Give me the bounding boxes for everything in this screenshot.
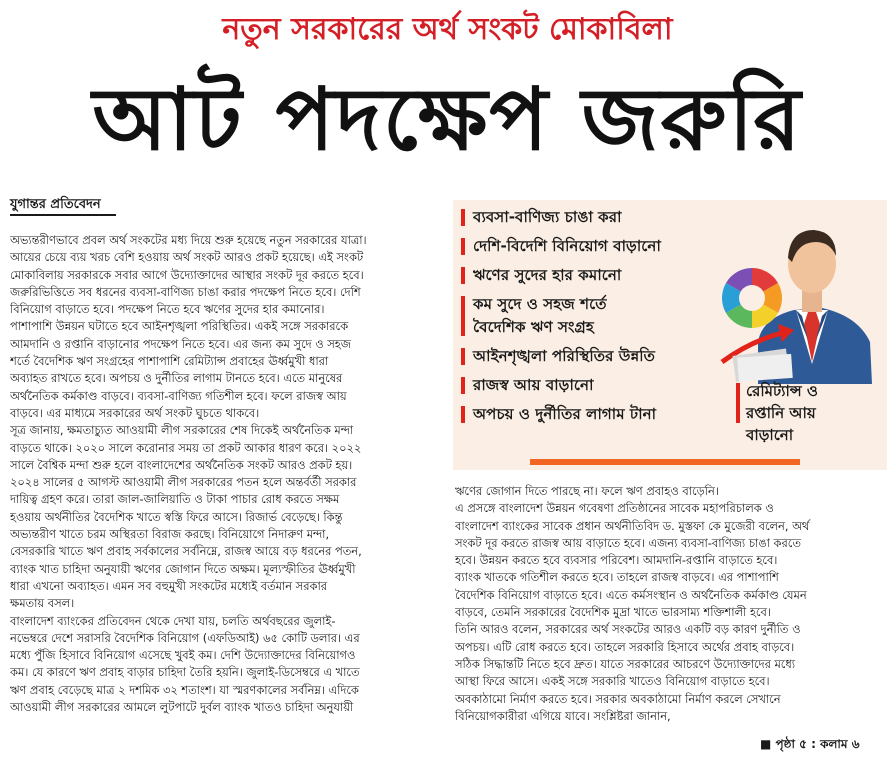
body-text-line: বেসরকারি খাতে ঋণ প্রবাহ সর্বকালের সর্বনিম্নে, রাজস্ব আয়ে বড় ধরনের পতন, bbox=[10, 544, 362, 559]
body-text-line: সঠিক সিদ্ধান্তটি নিতে হবে দ্রুত। যাতে সরকারের আচরণে উদ্যোক্তাদের মধ্যে bbox=[455, 656, 796, 671]
step-text: কম সুদে ও সহজ শর্তে bbox=[473, 295, 607, 313]
body-text-line: অব্যাহত রাখতে হবে। অপচয় ও দুর্নীতির লাগাম টানতে হবে। এতে মানুষের bbox=[10, 371, 343, 386]
main-headline: আট পদক্ষেপ জরুরি bbox=[92, 70, 803, 170]
body-text-line: এ প্রসঙ্গে বাংলাদেশ উন্নয়ন গবেষণা প্রতিষ্ঠানের সাবেক মহাপরিচালক ও bbox=[455, 501, 774, 516]
body-text-line: বাড়বে, তেমনি সরকারের বৈদেশিক মুদ্রা খাতে ভারসাম্য শক্তিশালী হবে। bbox=[455, 605, 771, 620]
body-text-line: ঋণের জোগান দিতে পারছে না। ফলে ঋণ প্রবাহও বাড়েনি। bbox=[455, 484, 719, 498]
continued-on-page: ■ পৃষ্ঠা ৫ : কলাম ৬ bbox=[760, 737, 860, 751]
kicker-headline: নতুন সরকারের অর্থ সংকট মোকাবিলা bbox=[222, 12, 673, 47]
body-text-line: ক্ষমতায় বসল। bbox=[10, 596, 75, 611]
step-text: রাজস্ব আয় বাড়ানো bbox=[473, 376, 594, 394]
step-text: ঋণের সুদের হার কমানো bbox=[473, 266, 622, 284]
body-text-line: তিনি আরও বলেন, সরকারের অর্থ সংকটের আরও একটি বড় কারণ দুর্নীতি ও bbox=[455, 622, 801, 637]
step-text: দেশি-বিদেশি বিনিয়োগ বাড়ানো bbox=[473, 237, 661, 255]
body-text-line: মধ্যে পুঁজি হিসাবে বিনিয়োগ এসেছে খুবই কম। দেশি উদ্যোক্তাদের বিনিয়োগও bbox=[10, 648, 356, 663]
body-text-line: অর্থনৈতিক কর্মকাণ্ড বাড়বে। ব্যবসা-বাণিজ্য গতিশীল হবে। ফলে রাজস্ব আয় bbox=[10, 388, 347, 403]
body-text-line: ঋণ প্রবাহ বেড়েছে মাত্র ২ দশমিক ৩২ শতাংশ। যা স্মরণকালের সর্বনিম্ন। এদিকে bbox=[10, 682, 359, 697]
body-text-line: কম। যে কারণে ঋণ প্রবাহ বাড়ার চাহিদা তৈরি হয়নি। জুলাই-ডিসেম্বরে এ খাতে bbox=[10, 665, 360, 680]
body-text-line: শর্তে বৈদেশিক ঋণ সংগ্রহের পাশাপাশি রেমিট্যান্স প্রবাহের ঊর্ধ্বমুখী ধারা bbox=[10, 354, 329, 369]
body-text-line: পাশাপাশি উন্নয়ন ঘটাতে হবে আইনশৃঙ্খলা পরিস্থিতির। একই সঙ্গে সরকারকে bbox=[10, 319, 349, 334]
body-text-line: সংকট দূর করতে রাজস্ব আয় বাড়াতে হবে। এজন্য ব্যবসা-বাণিজ্য চাঙা করতে bbox=[455, 535, 801, 550]
callout-text: রপ্তানি আয় bbox=[746, 404, 816, 422]
body-text-line: বৈদেশিক বিনিয়োগ বাড়াতে হবে। এতে কর্মসংস্থান ও অর্থনৈতিক কর্মকাণ্ড যেমন bbox=[455, 587, 807, 602]
callout-text: বাড়ানো bbox=[746, 426, 794, 444]
body-text-line: হওয়ায় অর্থনীতির বৈদেশিক খাতে স্বস্তি ফিরে আসে। রিজার্ভ বেড়েছে। কিন্তু bbox=[10, 509, 343, 524]
infobox-callout bbox=[736, 380, 886, 446]
step-item bbox=[461, 403, 756, 426]
byline-underline bbox=[10, 214, 116, 216]
body-text-line: বাংলাদেশ ব্যাংকের প্রতিবেদন থেকে দেখা যায়, চলতি অর্থবছরের জুলাই- bbox=[10, 613, 336, 628]
businessman-with-pie-chart-icon bbox=[712, 212, 882, 384]
body-text-line: আস্থা ফিরে আসে। একই সঙ্গে সরকারি খাতেও বিনিয়োগ বাড়াতে হবে। bbox=[455, 674, 770, 689]
body-text-line: আমদানি ও রপ্তানি বাড়ানোর পদক্ষেপ নিতে হবে। এর জন্য কম সুদে ও সহজ bbox=[10, 336, 351, 351]
body-text-line: আয়ের চেয়ে ব্যয় খরচ বেশি হওয়ায় অর্থ সংকট আরও প্রকট হয়েছে। এই সংকট bbox=[10, 250, 364, 265]
step-text: ব্যবসা-বাণিজ্য চাঙা করা bbox=[473, 208, 622, 226]
article-column-left bbox=[10, 232, 448, 716]
body-text-line: বিনিয়োগকারীরা এগিয়ে যাবে। সংশ্লিষ্টরা জানান, bbox=[455, 708, 671, 723]
body-text-line: অপচয়। এটি রোধ করতে হবে। তাহলে সরকারি হিসাবে অর্থের প্রবাহ বাড়বে। bbox=[455, 639, 795, 654]
body-text-line: অভ্যন্তরীণভাবে প্রবল অর্থ সংকটের মধ্য দিয়ে শুরু হয়েছে নতুন সরকারের যাত্রা। bbox=[10, 233, 367, 247]
body-text-line: সূত্র জানায়, ক্ষমতাচ্যুত আওয়ামী লীগ সরকারের শেষ দিকেই অর্থনৈতিক মন্দা bbox=[10, 423, 354, 438]
body-text-line: ২০২৪ সালের ৫ আগস্ট আওয়ামী লীগ সরকারের পতন হলে অন্তর্বর্তী সরকার bbox=[10, 475, 357, 490]
body-text-line: হবে। উন্নয়ন করতে হবে ব্যবসার পরিবেশ। আমদানি-রপ্তানি বাড়াতে হবে। bbox=[455, 553, 778, 568]
body-text-line: দায়িত্ব গ্রহণ করে। তারা জাল-জালিয়াতি ও টাকা পাচার রোধ করতে সক্ষম bbox=[10, 492, 340, 507]
body-text-line: বাংলাদেশ ব্যাংকের সাবেক প্রধান অর্থনীতিবিদ ড. মুস্তফা কে মুজেরী বলেন, অর্থ bbox=[455, 518, 810, 533]
body-text-line: বাড়বে। এর মাধ্যমে সরকারের অর্থ সংকট ঘুচতে থাকবে। bbox=[10, 405, 260, 420]
body-text-line: অভ্যন্তরীণ খাতে চরম অস্থিরতা বিরাজ করছে। বিনিয়োগে নিদারুণ মন্দা, bbox=[10, 527, 330, 542]
body-text-line: আওয়ামী লীগ সরকারের আমলে লুটপাটে দুর্বল ব্যাংক খাতও চাহিদা অনুযায়ী bbox=[10, 700, 354, 715]
step-text: আইনশৃঙ্খলা পরিস্থিতির উন্নতি bbox=[473, 347, 656, 365]
step-text: বৈদেশিক ঋণ সংগ্রহ bbox=[473, 318, 594, 336]
callout-text: রেমিট্যান্স ও bbox=[746, 382, 818, 400]
byline: যুগান্তর প্রতিবেদন bbox=[10, 197, 101, 212]
body-text-line: নভেম্বরে দেশে সরাসরি বৈদেশিক বিনিয়োগ (এফডিআই) ৬৫ কোটি ডলার। এর bbox=[10, 630, 360, 645]
article-column-right bbox=[455, 483, 885, 725]
step-text: অপচয় ও দুর্নীতির লাগাম টানা bbox=[473, 405, 657, 423]
body-text-line: ব্যাংক খাত চাহিদা অনুযায়ী ঋণের জোগান দিতে অক্ষম। মূল্যস্ফীতির ঊর্ধ্বমুখী bbox=[10, 561, 356, 576]
body-text-line: সালে বৈশ্বিক মন্দা শুরু হলে বাংলাদেশের অর্থনৈতিক সংকট আরও প্রকট হয়। bbox=[10, 457, 353, 472]
body-text-line: ধারা এখনো অব্যাহত। এমন সব বহুমুখী সংকটের মধ্যেই বর্তমান সরকার bbox=[10, 578, 328, 593]
body-text-line: মোকাবিলায় সরকারকে সবার আগে উদ্যোক্তাদের আস্থার সংকট দূর করতে হবে। bbox=[10, 267, 364, 282]
body-text-line: অবকাঠামো নির্মাণ করতে হবে। সরকার অবকাঠামো নির্মাণ করলে সেখানে bbox=[455, 691, 781, 706]
body-text-line: ব্যাংক খাতকে গতিশীল করতে হবে। তাহলে রাজস্ব বাড়বে। এর পাশাপাশি bbox=[455, 570, 779, 585]
infobox-orange-rule bbox=[530, 459, 800, 465]
body-text-line: জরুরিভিত্তিতে সব ধরনের ব্যবসা-বাণিজ্য চাঙা করার পদক্ষেপ নিতে হবে। দেশি bbox=[10, 284, 361, 299]
body-text-line: বাড়তে থাকে। ২০২০ সালে করোনার সময় তা প্রকট আকার ধারণ করে। ২০২২ bbox=[10, 440, 362, 455]
body-text-line: বিনিয়োগ বাড়াতে হবে। পদক্ষেপ নিতে হবে ঋণের সুদের হার কমানোর। bbox=[10, 302, 325, 317]
